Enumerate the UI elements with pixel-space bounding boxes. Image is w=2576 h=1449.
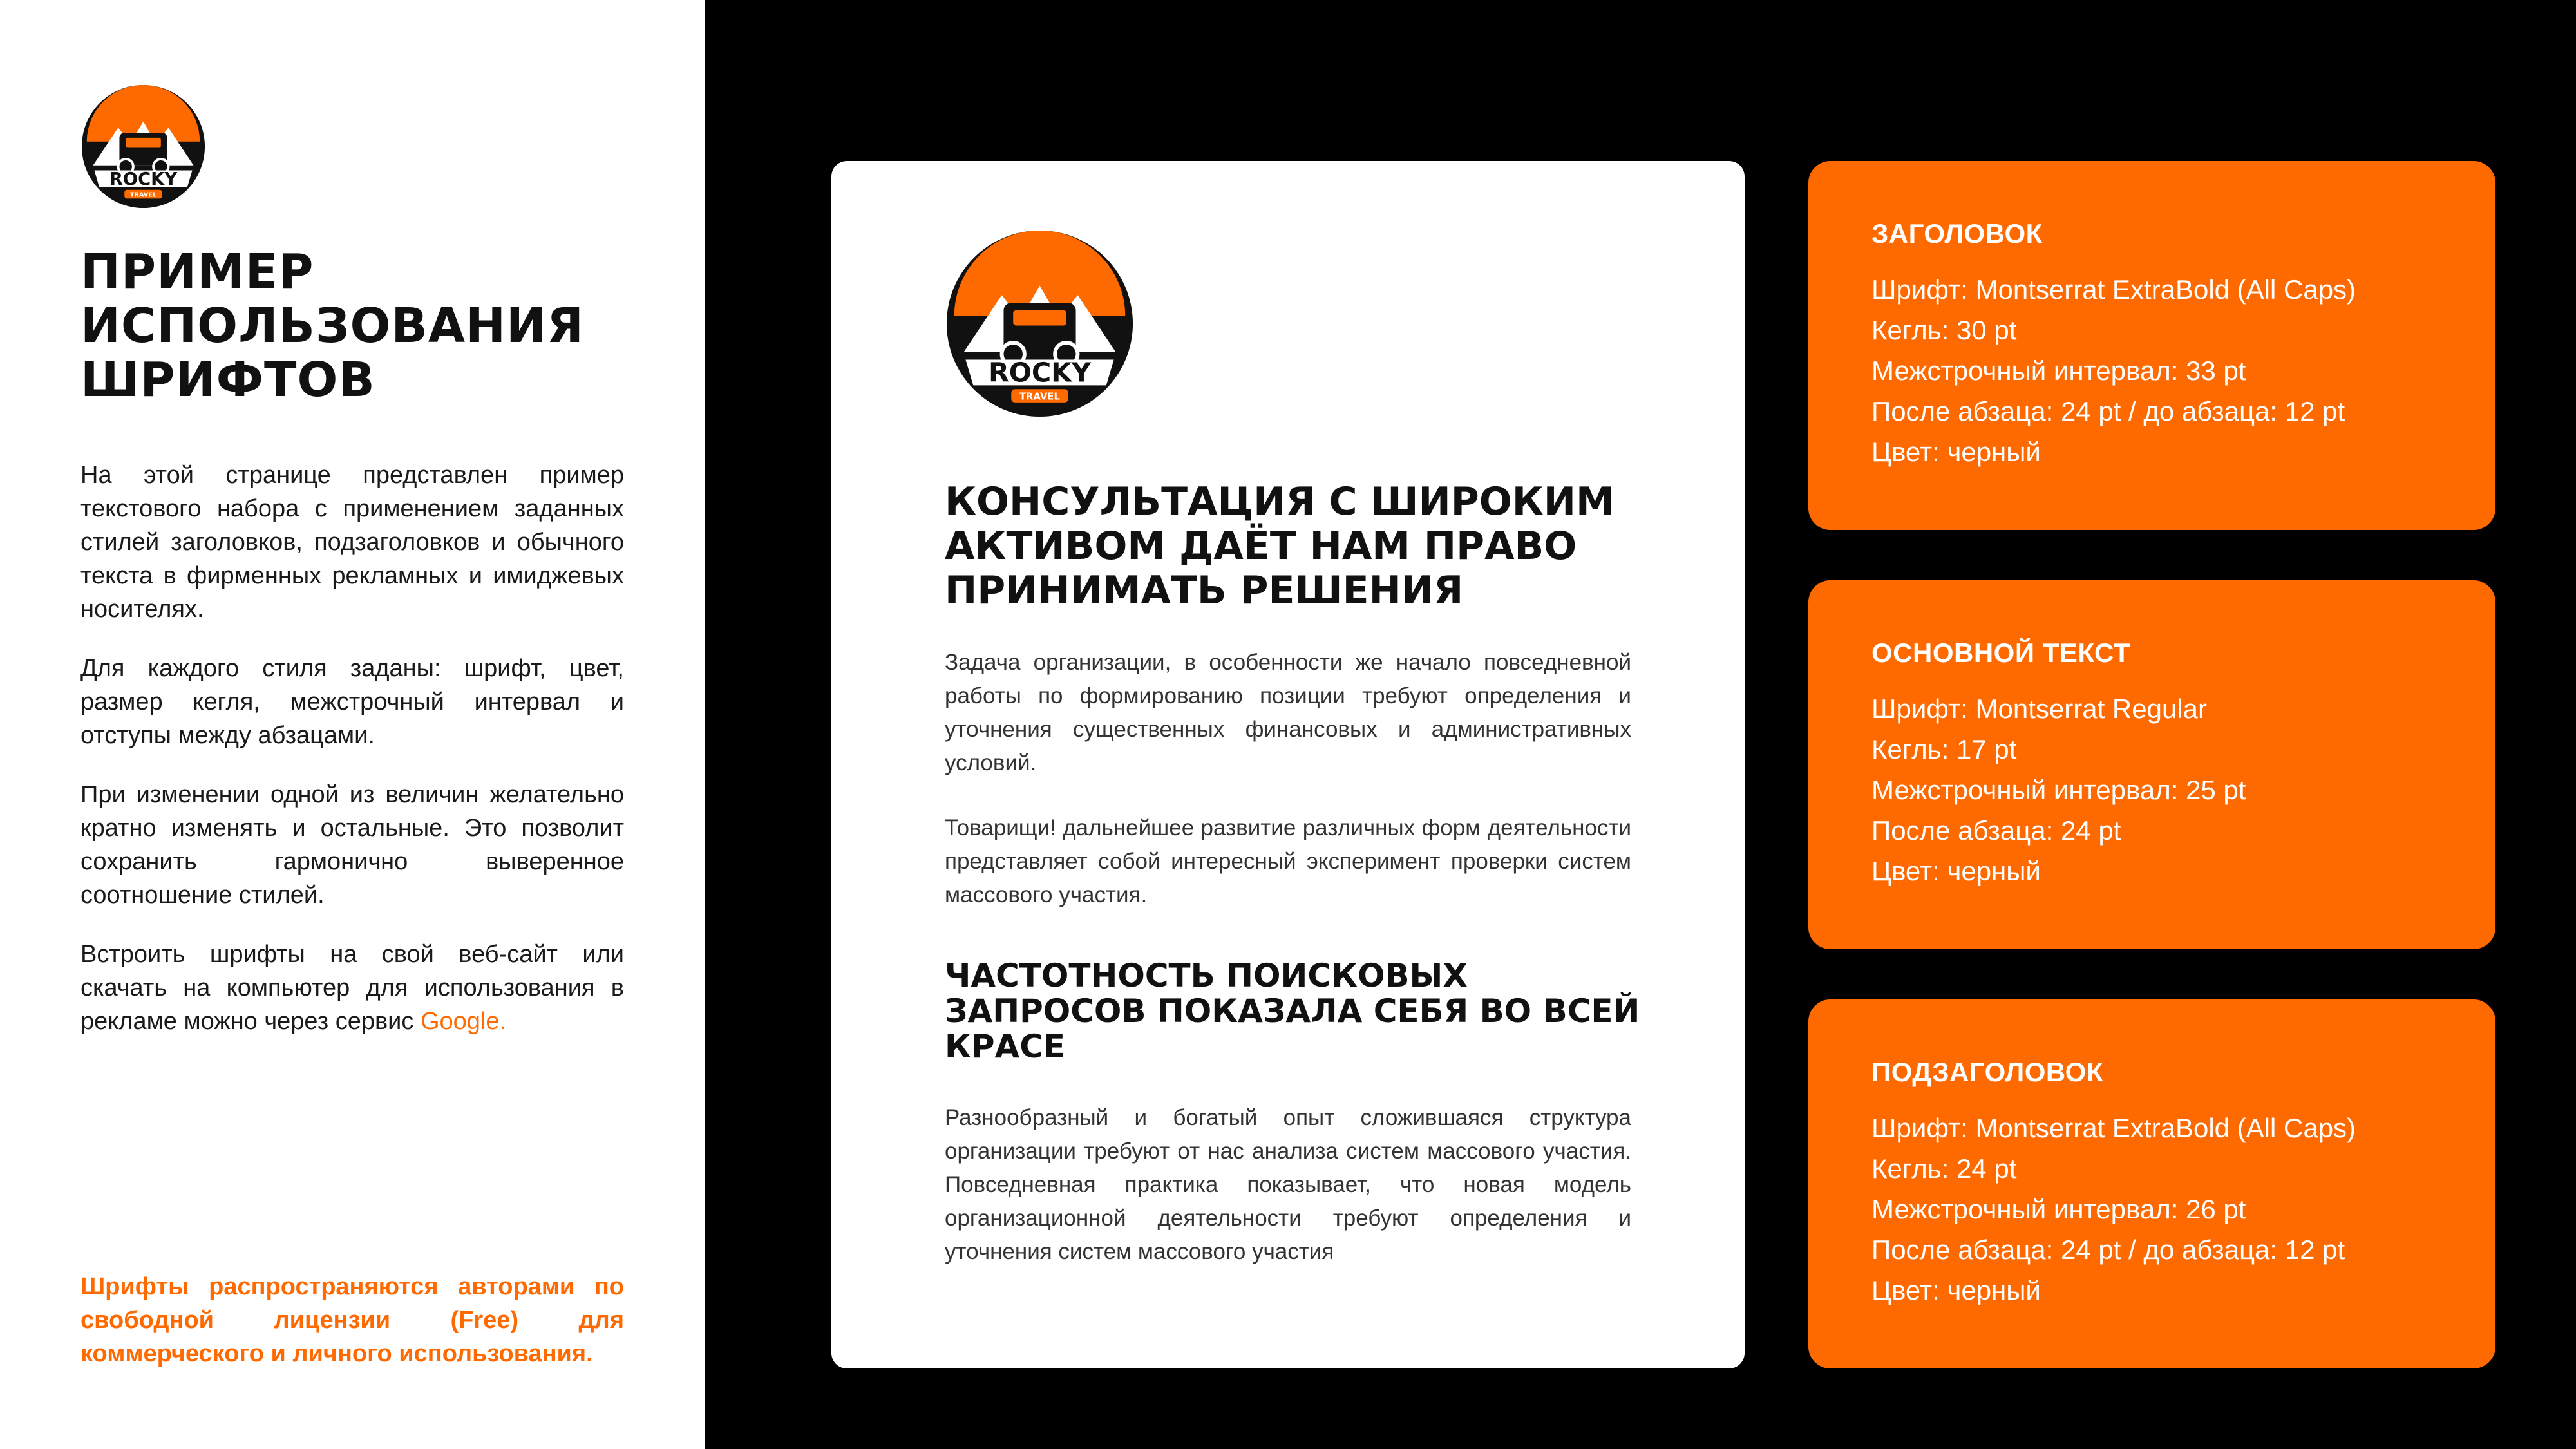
intro-text (80, 459, 624, 1064)
spec-line-height: Межстрочный интервал: 25 pt (1871, 775, 2246, 805)
style-card-title: ПОДЗАГОЛОВОК (1871, 1057, 2103, 1087)
intro-paragraph: При изменении одной из величин желательно кратно изменять и остальные. Это позволит сохранить гармонично выверенное соотношение стилей. (80, 781, 624, 909)
intro-paragraph (80, 938, 624, 1038)
style-card-title: ЗАГОЛОВОК (1871, 218, 2043, 249)
left-panel (0, 0, 705, 1449)
spec-size: Кегль: 17 pt (1871, 734, 2017, 764)
intro-paragraph: Для каждого стиля заданы: шрифт, цвет, размер кегля, межстрочный интервал и отступы между абзацами. (80, 655, 624, 749)
spec-line-height: Межстрочный интервал: 33 pt (1871, 355, 2246, 386)
style-card-specs (1871, 1108, 2356, 1311)
google-link[interactable]: Google. (420, 1008, 507, 1035)
spec-spacing: После абзаца: 24 pt / до абзаца: 12 pt (1871, 1235, 2345, 1265)
style-card-specs (1871, 688, 2246, 891)
spec-font: Шрифт: Montserrat ExtraBold (All Caps) (1871, 274, 2356, 305)
sample-body-paragraph: Товарищи! дальнейшее развитие различных форм деятельности представляет собой интересный эксперимент проверки систем массового участия. (945, 815, 1631, 907)
style-card-body (1808, 580, 2496, 949)
spec-size: Кегль: 30 pt (1871, 315, 2017, 345)
spec-font: Шрифт: Montserrat Regular (1871, 694, 2208, 724)
rocky-travel-logo-icon (945, 229, 1135, 419)
sample-body-paragraph: Разнообразный и богатый опыт сложившаяся структура организации требуют от нас анализа систем массового участия. Повседневная практика показывает, что новая модель организационной деятельности требуют определения и уточнения систем массового участия (945, 1105, 1631, 1264)
spec-spacing: После абзаца: 24 pt / до абзаца: 12 pt (1871, 396, 2345, 426)
license-note: Шрифты распространяются авторами по свободной лицензии (Free) для коммерческого и личного использования. (80, 1273, 624, 1367)
svg-text:ROCKY: ROCKY (109, 169, 178, 189)
style-card-subheading (1808, 999, 2496, 1368)
spec-size: Кегль: 24 pt (1871, 1153, 2017, 1184)
intro-last-text: Встроить шрифты на свой веб-сайт или скачать на компьютер для использования в рекламе можно через сервис (80, 941, 624, 1035)
svg-text:ROCKY: ROCKY (988, 357, 1092, 388)
style-card-specs (1871, 269, 2356, 472)
svg-text:TRAVEL: TRAVEL (1019, 391, 1060, 402)
style-card-title: ОСНОВНОЙ ТЕКСТ (1871, 638, 2130, 668)
page-title: ПРИМЕР ИСПОЛЬЗОВАНИЯ ШРИФТОВ (80, 244, 584, 408)
spec-color: Цвет: черный (1871, 1275, 2041, 1305)
spec-font: Шрифт: Montserrat ExtraBold (All Caps) (1871, 1113, 2356, 1143)
spec-line-height: Межстрочный интервал: 26 pt (1871, 1194, 2246, 1224)
rocky-travel-logo-icon (80, 84, 206, 209)
style-card-heading (1808, 161, 2496, 530)
sample-card (831, 161, 1745, 1368)
svg-text:TRAVEL: TRAVEL (129, 191, 157, 199)
spec-spacing: После абзаца: 24 pt (1871, 815, 2121, 846)
sample-subheading: ЧАСТОТНОСТЬ ПОИСКОВЫХ ЗАПРОСОВ ПОКАЗАЛА СЕБЯ ВО ВСЕЙ КРАСЕ (945, 957, 1640, 1065)
intro-paragraph: На этой странице представлен пример текстового набора с применением заданных стилей заголовков, подзаголовков и обычного текста в фирменных рекламных и имиджевых носителях. (80, 462, 624, 623)
spec-color: Цвет: черный (1871, 437, 2041, 467)
spec-color: Цвет: черный (1871, 856, 2041, 886)
sample-body-paragraph: Задача организации, в особенности же начало повседневной работы по формированию позиции требуют определения и уточнения существенных финансовых и административных условий. (945, 650, 1631, 775)
sample-heading: КОНСУЛЬТАЦИЯ С ШИРОКИМ АКТИВОМ ДАЁТ НАМ ПРАВО ПРИНИМАТЬ РЕШЕНИЯ (945, 479, 1615, 613)
